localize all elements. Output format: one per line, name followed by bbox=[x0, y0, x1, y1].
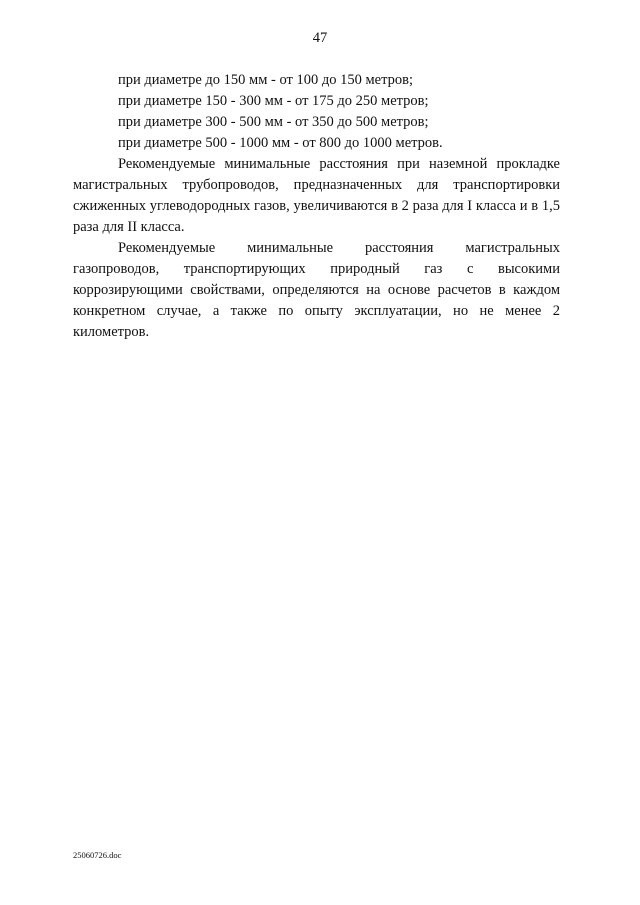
paragraph-lpg-distances: Рекомендуемые минимальные расстояния при наземной прокладке магистральных трубопроводов, предназначенных для транспортировки сжиженных углеводородных газов, увеличиваются в 2 раза для I класса и в 1,5 раза для II класса. bbox=[73, 156, 560, 235]
paragraph-corrosive-gas-distances: Рекомендуемые минимальные расстояния магистральных газопроводов, транспортирующих природный газ с высокими коррозирующими свойствами, определяются на основе расчетов в каждом конкретном случае, а также по опыту эксплуатации, но не менее 2 километров. bbox=[73, 240, 560, 340]
page-number: 47 bbox=[312, 30, 328, 46]
footer-filename: 25060726.doc bbox=[73, 850, 122, 860]
list-item: при диаметре 500 - 1000 мм - от 800 до 1000 метров. bbox=[118, 135, 443, 151]
list-item: при диаметре 150 - 300 мм - от 175 до 250 метров; bbox=[118, 93, 429, 109]
document-body bbox=[73, 70, 560, 343]
list-item: при диаметре 300 - 500 мм - от 350 до 500 метров; bbox=[118, 114, 429, 130]
list-item: при диаметре до 150 мм - от 100 до 150 метров; bbox=[118, 72, 413, 88]
